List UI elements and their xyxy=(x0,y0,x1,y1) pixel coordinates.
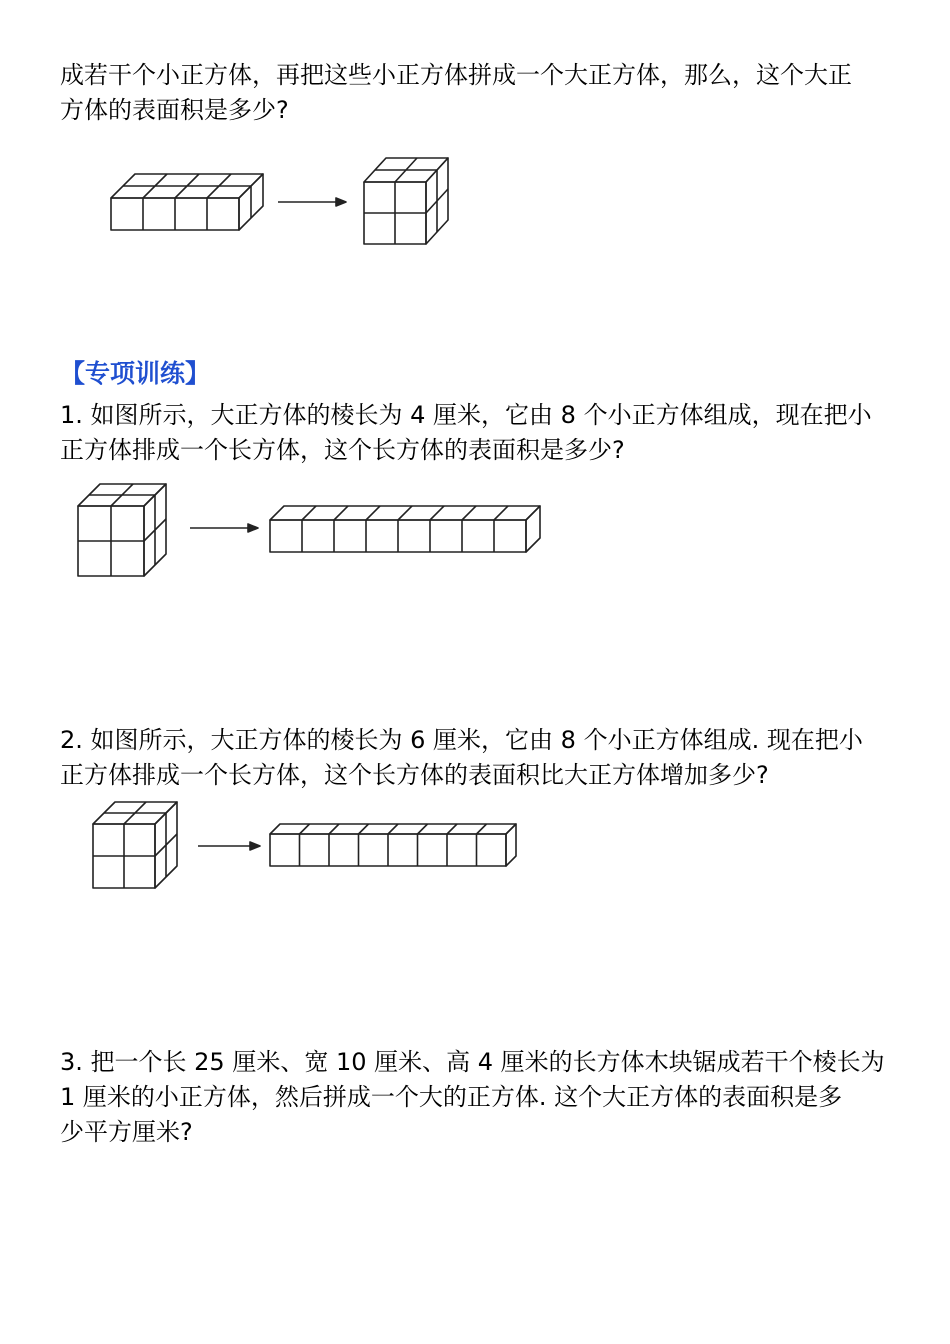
cube-diagram xyxy=(93,802,177,888)
question-2-line-2: 正方体排成一个长方体，这个长方体的表面积比大正方体增加多少? xyxy=(60,761,769,789)
question-3 xyxy=(60,1045,900,1150)
long-cuboid-diagram xyxy=(270,824,516,866)
question-3-line-2: 1 厘米的小正方体，然后拼成一个大的正方体. 这个大正方体的表面积是多 xyxy=(60,1083,843,1111)
question-3-line-1: 3. 把一个长 25 厘米、宽 10 厘米、高 4 厘米的长方体木块锯成若干个棱长为 xyxy=(60,1048,885,1076)
intro-line-2: 方体的表面积是多少? xyxy=(60,96,289,124)
question-2-line-1: 2. 如图所示，大正方体的棱长为 6 厘米，它由 8 个小正方体组成. 现在把小 xyxy=(60,726,863,754)
arrow-icon xyxy=(190,524,258,532)
question-1-line-2: 正方体排成一个长方体，这个长方体的表面积是多少? xyxy=(60,436,625,464)
question-3-line-3: 少平方厘米? xyxy=(60,1118,193,1146)
section-title: 【专项训练】 xyxy=(60,359,211,388)
cube-diagram xyxy=(78,484,166,576)
figure-slab-to-cube xyxy=(108,152,468,252)
intro-paragraph xyxy=(60,58,900,128)
question-2 xyxy=(60,723,900,793)
question-1-line-1: 1. 如图所示，大正方体的棱长为 4 厘米，它由 8 个小正方体组成，现在把小 xyxy=(60,401,872,429)
figure-question-2 xyxy=(90,800,530,892)
intro-line-1: 成若干个小正方体，再把这些小正方体拼成一个大正方体，那么，这个大正 xyxy=(60,61,852,89)
question-1 xyxy=(60,398,900,468)
arrow-icon xyxy=(198,842,260,850)
cube-diagram xyxy=(364,158,448,244)
long-cuboid-diagram xyxy=(270,506,540,552)
figure-question-1 xyxy=(76,480,546,580)
arrow-icon xyxy=(278,198,346,206)
slab-diagram xyxy=(111,174,263,230)
